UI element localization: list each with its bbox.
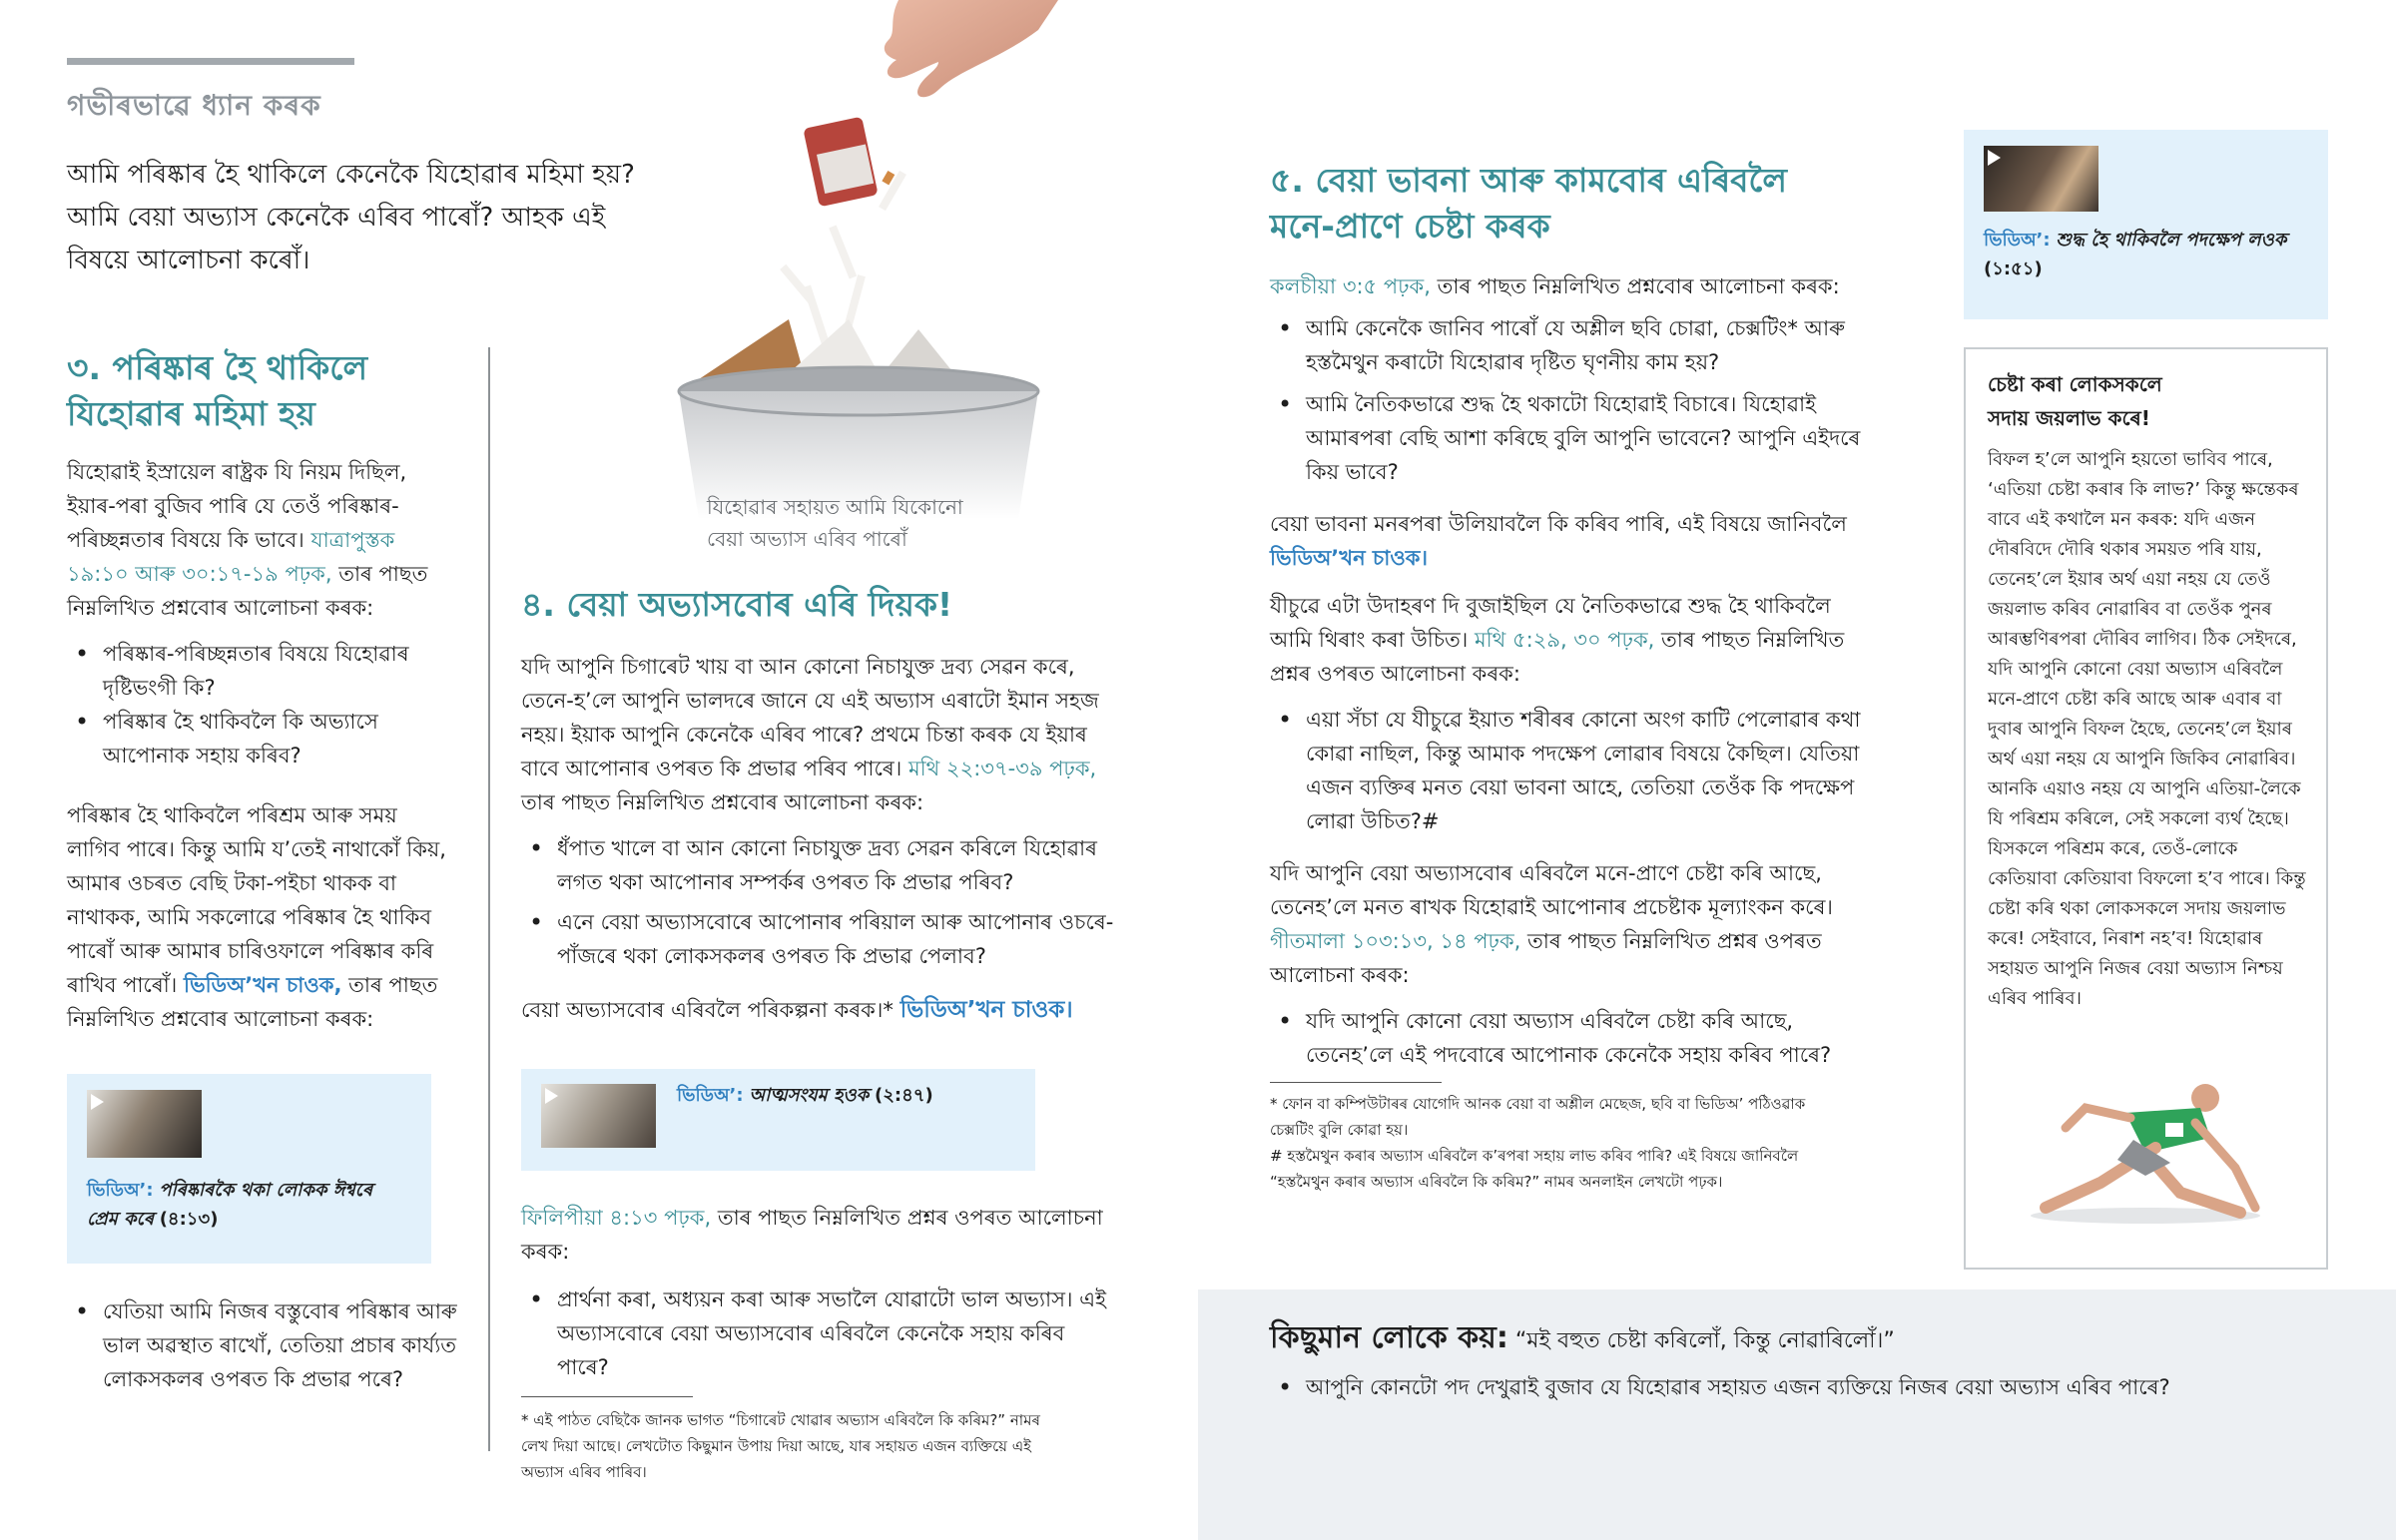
header-rule bbox=[67, 58, 354, 65]
list-item: • এনে বেয়া অভ্যাসবোৰে আপোনাৰ পৰিয়াল আৰু আপোনাৰ ওচৰে-পাঁজৰে থকা লোকসকলৰ ওপৰত কি প্ৰভাৱ পেলাব? bbox=[521, 905, 1120, 973]
section-4-heading: ৪. বেয়া অভ্যাসবোৰ এৰি দিয়ক! bbox=[521, 585, 953, 624]
section-5-para-4-tail: তাৰ পাছত নিম্নলিখিত প্ৰশ্নৰ ওপৰত আলোচনা কৰক: bbox=[1270, 929, 1822, 987]
video-label: ভিডিঅ’: bbox=[87, 1180, 154, 1201]
footnote-rule bbox=[521, 1396, 693, 1397]
section-5-para-2-text: বেয়া ভাবনা মনৰপৰা উলিয়াবলৈ কি কৰিব পাৰি, এই বিষয়ে জানিবলৈ bbox=[1270, 512, 1847, 536]
video-thumbnail[interactable] bbox=[87, 1090, 202, 1158]
list-item: • এয়া সঁচা যে যীচুৱে ইয়াত শৰীৰৰ কোনো অংগ কাটি পেলোৱাৰ কথা কোৱা নাছিল, কিন্তু আমাক পদক্ষেপ লোৱাৰ বিষয়ে কৈছিল। যেতিয়া এজন ব্যক্তিৰ মনত বেয়া ভাবনা আহে, তেতিয়া তেওঁক কি পদক্ষেপ লোৱা উচিত?# bbox=[1270, 703, 1869, 838]
section-5-bullets-3 bbox=[1270, 1004, 1869, 1072]
scripture-ref-psalms[interactable]: গীতমালা ১০৩:১৩, ১৪ পঢ়ক, bbox=[1270, 929, 1521, 953]
list-item: • আমি নৈতিকভাৱে শুদ্ধ হৈ থকাটো যিহোৱাই বিচাৰে। যিহোৱাই আমাৰপৰা বেছি আশা কৰিছে বুলি আপুনি ভাবেনে? আপুনি এইদৰে কিয় ভাবে? bbox=[1270, 387, 1869, 489]
illustration-caption: যিহোৱাৰ সহায়ত আমি যিকোনো বেয়া অভ্যাস এৰিব পাৰোঁ bbox=[707, 495, 963, 551]
section-4-lower bbox=[521, 1201, 1120, 1485]
video-thumbnail[interactable] bbox=[541, 1084, 656, 1148]
video-title: আত্মসংযম হওক bbox=[749, 1085, 870, 1106]
section-5-para-4-text: যদি আপুনি বেয়া অভ্যাসবোৰ এৰিবলৈ মনে-প্ৰাণে চেষ্টা কৰি আছে, তেনেহ’লে মনত ৰাখক যিহোৱাই আপোনাৰ প্ৰচেষ্টাক মূল্যাংকন কৰে। bbox=[1270, 861, 1833, 919]
list-item: • প্ৰাৰ্থনা কৰা, অধ্যয়ন কৰা আৰু সভালৈ যোৱাটো ভাল অভ্যাস। এই অভ্যাসবোৰে বেয়া অভ্যাসবোৰ এৰিবলৈ কেনেকৈ সহায় কৰিব পাৰে? bbox=[521, 1283, 1120, 1384]
bottom-heading-line bbox=[1270, 1315, 2348, 1364]
scripture-ref-matthew-5[interactable]: মথি ৫:২৯, ৩০ পঢ়ক, bbox=[1475, 628, 1655, 652]
section-4-para-1-tail: তাৰ পাছত নিম্নলিখিত প্ৰশ্নবোৰ আলোচনা কৰক: bbox=[521, 790, 924, 814]
section-5 bbox=[1270, 158, 1869, 1195]
section-4-footnote: * এই পাঠত বেছিকৈ জানক ভাগত “চিগাৰেট খোৱাৰ অভ্যাস এৰিবলৈ কি কৰিম?” নামৰ লেখ দিয়া আছে। লেখটোত কিছুমান উপায় দিয়া আছে, যাৰ সহায়ত এজন ব্যক্তিয়ে এই অভ্যাস এৰিব পাৰিব। bbox=[521, 1411, 1040, 1481]
video-duration: (২:৪৭) bbox=[874, 1085, 933, 1106]
video-card-self-control[interactable] bbox=[521, 1069, 1035, 1171]
list-item: • আমি কেনেকৈ জানিব পাৰোঁ যে অশ্লীল ছবি চোৱা, চেক্সটিং* আৰু হস্তমৈথুন কৰাটো যিহোৱাৰ দৃষ্টিত ঘৃণনীয় কাম হয়? bbox=[1270, 311, 1869, 379]
bottom-quote: “মই বহুত চেষ্টা কৰিলোঁ, কিন্তু নোৱাৰিলোঁ।” bbox=[1514, 1328, 1895, 1353]
section-3-para-1-text: যিহোৱাই ইস্ৰায়েল ৰাষ্ট্ৰক যি নিয়ম দিছিল, ইয়াৰ-পৰা বুজিব পাৰি যে তেওঁ পৰিষ্কাৰ-পৰিচ্ছন্নতাৰ বিষয়ে কি ভাবে। bbox=[67, 460, 407, 552]
section-5-footnote-2: # হস্তমৈথুন কৰাৰ অভ্যাস এৰিবলৈ ক’ৰপৰা সহায় লাভ কৰিব পাৰি? এই বিষয়ে জানিবলৈ “হস্তমৈথুন কৰাৰ অভ্যাস এৰিবলৈ কি কৰিম?” নামৰ অনলাইন লেখটো পঢ়ক। bbox=[1270, 1147, 1799, 1191]
video-caption bbox=[87, 1176, 406, 1234]
video-card-stay-pure[interactable] bbox=[1964, 130, 2328, 319]
section-5-para-1-tail: তাৰ পাছত নিম্নলিখিত প্ৰশ্নবোৰ আলোচনা কৰক: bbox=[1437, 274, 1840, 298]
footnote-rule bbox=[1270, 1082, 1442, 1083]
encouragement-box bbox=[1964, 347, 2328, 1270]
scripture-ref-philippians[interactable]: ফিলিপীয়া ৪:১৩ পঢ়ক, bbox=[521, 1206, 712, 1230]
section-5-footnote-1: * ফোন বা কম্পিউটাৰৰ যোগেদি আনক বেয়া বা অশ্লীল মেছেজ, ছবি বা ভিডিঅ’ পঠিওৱাক চেক্সটিং বুলি কোৱা হয়। bbox=[1270, 1095, 1806, 1139]
page-title: গভীৰভাৱে ধ্যান কৰক bbox=[67, 89, 321, 122]
section-4-para-1-text: যদি আপুনি চিগাৰেট খায় বা আন কোনো নিচাযুক্ত দ্ৰব্য সেৱন কৰে, তেনে-হ’লে আপুনি ভালদৰে জানে যে এই অভ্যাস এৰাটো ইমান সহজ নহয়। ইয়াক আপুনি কেনেকৈ এৰিব পাৰে? প্ৰথমে চিন্তা কৰক যে ইয়াৰ বাবে আপোনাৰ ওপৰত কি প্ৰভাৱ পৰিব পাৰে। bbox=[521, 655, 1099, 780]
section-5-para-4 bbox=[1270, 856, 1869, 992]
section-3-para-1 bbox=[67, 455, 456, 625]
video-label: ভিডিঅ’: bbox=[1984, 230, 2051, 251]
play-icon[interactable] bbox=[1988, 150, 2001, 166]
column-divider bbox=[488, 347, 490, 1451]
play-icon[interactable] bbox=[91, 1094, 104, 1110]
section-3-para-1-tail: তাৰ পাছত নিম্নলিখিত প্ৰশ্নবোৰ আলোচনা কৰক: bbox=[67, 562, 428, 620]
video-caption bbox=[677, 1081, 933, 1111]
box-text: বিফল হ’লে আপুনি হয়তো ভাবিব পাৰে, ‘এতিয়া চেষ্টা কৰাৰ কি লাভ?’ কিন্তু ক্ষন্তেকৰ বাবে এই কথালৈ মন কৰক: যদি এজন দৌৰবিদে দৌৰি থকাৰ সময়ত পৰি যায়, তেনেহ’লে ইয়াৰ অৰ্থ এয়া নহয় যে তেওঁ জয়লাভ কৰিব নোৱাৰিব বা তেওঁক পুনৰ আৰম্ভণিৰপৰা দৌৰিব লাগিব। ঠিক সেইদৰে, যদি আপুনি কোনো বেয়া অভ্যাস এৰিবলৈ মনে-প্ৰাণে চেষ্টা কৰি আছে আৰু এবাৰ বা দুবাৰ আপুনি বিফল হৈছে, তেনেহ’লে ইয়াৰ অৰ্থ এয়া নহয় যে আপুনি জিকিব নোৱাৰিব। আনকি এয়াও নহয় যে আপুনি এতিয়া-লৈকে যি পৰিশ্ৰম কৰিলে, সেই সকলো ব্যৰ্থ হৈছে। যিসকলে পৰিশ্ৰম কৰে, তেওঁ-লোকে কেতিয়াবা কেতিয়াবা বিফলো হ’ব পাৰে। কিন্তু চেষ্টা কৰি থকা লোকসকলে সদায় জয়লাভ কৰে! সেইবাবে, নিৰাশ নহ’ব! যিহোৱাৰ সহায়ত আপুনি নিজৰ বেয়া অভ্যাস নিশ্চয় এৰিব পাৰিব। bbox=[1988, 449, 2306, 1009]
box-heading: চেষ্টা কৰা লোকসকলে সদায় জয়লাভ কৰে! bbox=[1988, 372, 2162, 430]
video-title: শুদ্ধ হৈ থাকিবলৈ পদক্ষেপ লওক bbox=[2056, 230, 2287, 251]
video-label: ভিডিঅ’: bbox=[677, 1085, 744, 1106]
section-5-heading: ৫. বেয়া ভাবনা আৰু কামবোৰ এৰিবলৈ মনে-প্ৰাণে চেষ্টা কৰক bbox=[1270, 161, 1787, 246]
video-caption bbox=[1984, 226, 2318, 283]
illustration bbox=[639, 0, 1078, 519]
section-3-bullets-1 bbox=[67, 637, 456, 772]
list-item: • ধঁপাত খালে বা আন কোনো নিচাযুক্ত দ্ৰব্য সেৱন কৰিলে যিহোৱাৰ লগত থকা আপোনাৰ সম্পৰ্কৰ ওপৰত কি প্ৰভাৱ পৰিব? bbox=[521, 831, 1120, 899]
scripture-ref-colossians[interactable]: কলচীয়া ৩:৫ পঢ়ক, bbox=[1270, 274, 1431, 298]
section-4-bullets-2 bbox=[521, 1283, 1120, 1384]
scripture-ref-exodus[interactable]: যাত্ৰাপুস্তক ১৯:১০ আৰু ৩০:১৭-১৯ পঢ়ক, bbox=[67, 528, 395, 586]
video-title: পৰিষ্কাৰকৈ থকা লোকক ঈশ্বৰে প্ৰেম কৰে bbox=[87, 1180, 373, 1230]
video-duration: (১:৫১) bbox=[1984, 258, 2043, 279]
section-3-heading: ৩. পৰিষ্কাৰ হৈ থাকিলে যিহোৱাৰ মহিমা হয় bbox=[67, 348, 368, 433]
video-card-cleanliness[interactable] bbox=[67, 1074, 431, 1264]
section-5-bullets-1 bbox=[1270, 311, 1869, 489]
list-item: • যদি আপুনি কোনো বেয়া অভ্যাস এৰিবলৈ চেষ্টা কৰি আছে, তেনেহ’লে এই পদবোৰে আপোনাক কেনেকৈ সহায় কৰিব পাৰে? bbox=[1270, 1004, 1869, 1072]
section-5-para-2 bbox=[1270, 507, 1869, 575]
list-item: • আপুনি কোনটো পদ দেখুৱাই বুজাব যে যিহোৱাৰ সহায়ত এজন ব্যক্তিয়ে নিজৰ বেয়া অভ্যাস এৰিব পাৰে? bbox=[1270, 1370, 2348, 1404]
intro-text: আমি পৰিষ্কাৰ হৈ থাকিলে কেনেকৈ যিহোৱাৰ মহিমা হয়? আমি বেয়া অভ্যাস কেনেকৈ এৰিব পাৰোঁ? আহক এই বিষয়ে আলোচনা কৰোঁ। bbox=[67, 160, 635, 275]
section-5-bullets-2 bbox=[1270, 703, 1869, 838]
section-5-para-3 bbox=[1270, 589, 1869, 691]
section-4-para-3 bbox=[521, 1201, 1120, 1269]
list-item: • যেতিয়া আমি নিজৰ বস্তুবোৰ পৰিষ্কাৰ আৰু ভাল অৱস্থাত ৰাখোঁ, তেতিয়া প্ৰচাৰ কাৰ্য্যত লোকসকলৰ ওপৰত কি প্ৰভাৱ পৰে? bbox=[67, 1294, 476, 1396]
section-3-para-2-tail: তাৰ পাছত নিম্নলিখিত প্ৰশ্নবোৰ আলোচনা কৰক: bbox=[67, 973, 438, 1031]
watch-video-link-2[interactable]: ভিডিঅ’খন চাওক। bbox=[899, 997, 1073, 1023]
runner-illustration bbox=[2006, 1068, 2275, 1228]
trash-illustration bbox=[639, 0, 1078, 519]
list-item: • পৰিষ্কাৰ হৈ থাকিবলৈ কি অভ্যাসে আপোনাক সহায় কৰিব? bbox=[67, 705, 456, 772]
watch-video-link-3[interactable]: ভিডিঅ’খন চাওক। bbox=[1270, 546, 1429, 570]
bottom-heading: কিছুমান লোকে কয়: bbox=[1270, 1320, 1508, 1355]
video-duration: (৪:১৩) bbox=[159, 1209, 219, 1230]
section-3 bbox=[67, 345, 456, 1036]
play-icon[interactable] bbox=[545, 1088, 558, 1104]
list-item: • পৰিষ্কাৰ-পৰিচ্ছন্নতাৰ বিষয়ে যিহোৱাৰ দৃষ্টিভংগী কি? bbox=[67, 637, 456, 705]
section-5-para-3-text: যীচুৱে এটা উদাহৰণ দি বুজাইছিল যে নৈতিকভাৱে শুদ্ধ হৈ থাকিবলৈ আমি থিৰাং কৰা উচিত। bbox=[1270, 594, 1831, 652]
section-5-para-1 bbox=[1270, 269, 1869, 303]
bottom-bullets bbox=[1270, 1370, 2348, 1404]
watch-video-link[interactable]: ভিডিঅ’খন চাওক, bbox=[183, 973, 342, 997]
section-4 bbox=[521, 582, 1120, 1027]
section-4-bullets-1 bbox=[521, 831, 1120, 973]
section-4-para-2-text: বেয়া অভ্যাসবোৰ এৰিবলৈ পৰিকল্পনা কৰক।* bbox=[521, 998, 894, 1022]
section-4-para-3-tail: তাৰ পাছত নিম্নলিখিত প্ৰশ্নৰ ওপৰত আলোচনা কৰক: bbox=[521, 1206, 1103, 1264]
section-3-para-2 bbox=[67, 798, 456, 1036]
bottom-panel bbox=[1270, 1315, 2348, 1404]
section-3-bullets-2 bbox=[67, 1294, 476, 1396]
section-4-para-2 bbox=[521, 993, 1120, 1027]
video-thumbnail[interactable] bbox=[1984, 146, 2098, 212]
section-3-para-2-text: পৰিষ্কাৰ হৈ থাকিবলৈ পৰিশ্ৰম আৰু সময় লাগিব পাৰে। কিন্তু আমি য’তেই নাথাকোঁ কিয়, আমাৰ ওচৰত বেছি টকা-পইচা থাকক বা নাথাকক, আমি সকলোৱে পৰিষ্কাৰ হৈ থাকিব পাৰোঁ আৰু আমাৰ চাৰিওফালে পৰিষ্কাৰ কৰি ৰাখিব পাৰোঁ। bbox=[67, 803, 446, 997]
scripture-ref-matthew-22[interactable]: মথি ২২:৩৭-৩৯ পঢ়ক, bbox=[907, 757, 1097, 780]
section-4-para-1 bbox=[521, 650, 1120, 819]
section-5-para-3-tail: তাৰ পাছত নিম্নলিখিত প্ৰশ্নৰ ওপৰত আলোচনা কৰক: bbox=[1270, 628, 1845, 686]
